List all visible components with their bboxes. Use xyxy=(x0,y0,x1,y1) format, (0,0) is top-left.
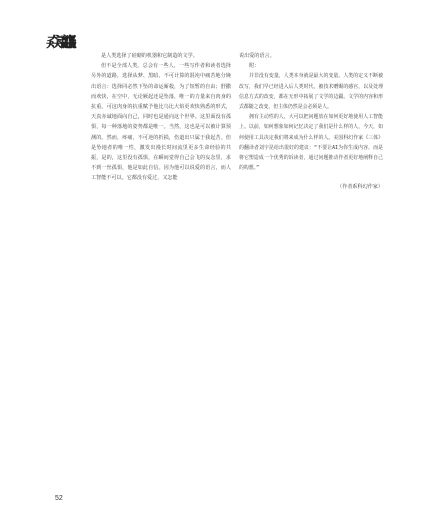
article-left-column xyxy=(91,51,231,184)
appendix-paragraph: 并非没有变量，人类本身就是最大的变量。人类的定义不断被改写，我们早已经进入后人类时代，被技术赠赐的感官，以及处理信息方式的改变，都在无形中拓展了文学的边疆。文学的内容和形式都随之改变，但主体仍然是会必须是人。 xyxy=(239,73,383,111)
body-paragraph: 说出爱的语言。 xyxy=(239,53,275,59)
page-number: 52 xyxy=(55,495,63,502)
appendix-paragraph: 拥有主动性的人，大可以把问题放在如何更好地使用人工智能上。以前，如何想象如何记忆决定了我们是什么样的人，今天，如何使用工具决定我们将来成为什么样的人。美国科幻作家《三体》的翻译者刘宇昆给出很好的建议：“不要让AI为你生成内容，而是将它塑造成一个优秀的诉读者，通过问题推动作者更好地阐释自己的构想。” xyxy=(239,114,383,172)
body-paragraph: 是人类选择了硅砌的机器和它制造的文学。 xyxy=(101,53,198,59)
appendix-heading: 附： xyxy=(249,63,260,70)
article-right-column xyxy=(239,51,383,193)
magazine-logo: 猋龘 xyxy=(46,34,74,52)
body-paragraph: 但不是全部人类。总会有一些人，一些写作者和读者选择另外的道路，选择从梦、黑暗、不可计算的混沌中痛苦地分娩出语言：选择同必然下坠的命运厮殺，为了短暂的自由；舒撒而欢快，在空中，无论厥起还是坠落，唯一的力量来自肉身的抗重。可这肉身的抗重赋予他比乌比大焰更欢快熟悉的形式，天真赤诚地面向自己，同时也是通向这个世界。这里面没有孤惧，每一种落地的姿势都是唯一。当然，这也是可以被计算预测的。然而，疼痛，不可逆的折损，伤道出只属于我起苦。但是坠地者的唯一性，激发出漫长时间流里更多生命经验的共振，是的，这里没有孤惧，在瞬间觉得自己会飞的妄念里，求不到一丝孤惧，他是如此自信。因为他可以说爱的语言，而人工智能不可以。它都没有爱过，又怎能 xyxy=(91,63,231,182)
author-signature: （作者系科幻作家） xyxy=(337,184,383,191)
